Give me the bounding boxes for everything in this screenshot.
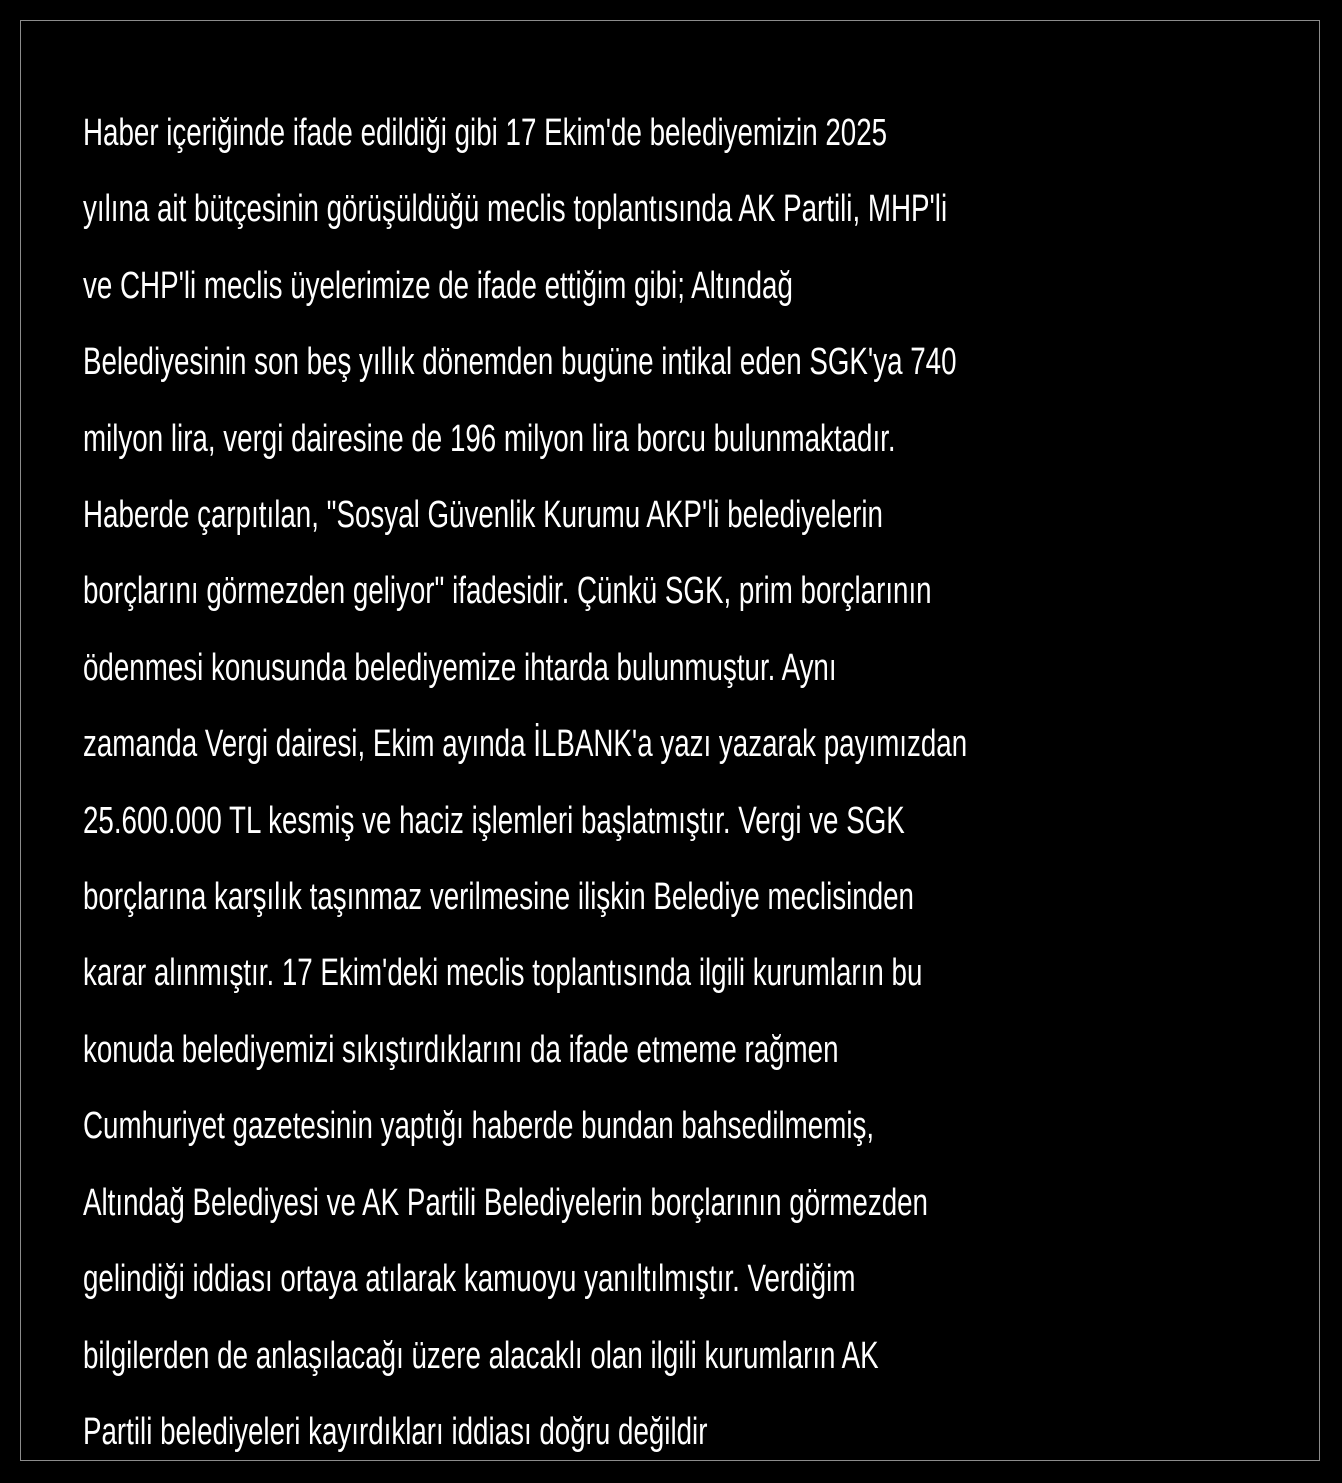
statement-line: borçlarını görmezden geliyor" ifadesidir. Çünkü SGK, prim borçlarının	[83, 570, 932, 613]
statement-line: 25.600.000 TL kesmiş ve haciz işlemleri başlatmıştır. Vergi ve SGK	[83, 799, 905, 842]
statement-line: Cumhuriyet gazetesinin yaptığı haberde bundan bahsedilmemiş,	[83, 1105, 875, 1148]
statement-line: karar alınmıştır. 17 Ekim'deki meclis toplantısında ilgili kurumların bu	[83, 952, 923, 995]
statement-line: Partili belediyeleri kayırdıkları iddiası doğru değildir	[83, 1410, 708, 1453]
statement-line: ve CHP'li meclis üyelerimize de ifade ettiğim gibi; Altındağ	[83, 264, 793, 307]
statement-line: konuda belediyemizi sıkıştırdıklarını da ifade etmeme rağmen	[83, 1028, 839, 1071]
statement-line: Altındağ Belediyesi ve AK Partili Belediyelerin borçlarının görmezden	[83, 1181, 928, 1224]
statement-line: Haber içeriğinde ifade edildiği gibi 17 Ekim'de belediyemizin 2025	[83, 112, 888, 154]
statement-line: Haberde çarpıtılan, "Sosyal Güvenlik Kurumu AKP'li belediyelerin	[83, 494, 883, 537]
statement-line: yılına ait bütçesinin görüşüldüğü meclis toplantısında AK Partili, MHP'li	[83, 188, 948, 231]
statement-line: ödenmesi konusunda belediyemize ihtarda bulunmuştur. Aynı	[83, 646, 837, 689]
quote-frame	[20, 20, 1320, 1461]
statement-line: zamanda Vergi dairesi, Ekim ayında İLBANK'a yazı yazarak payımızdan	[83, 723, 968, 766]
statement-text	[83, 95, 988, 1470]
statement-line: bilgilerden de anlaşılacağı üzere alacaklı olan ilgili kurumların AK	[83, 1334, 879, 1377]
statement-line: milyon lira, vergi dairesine de 196 milyon lira borcu bulunmaktadır.	[83, 417, 896, 460]
statement-line: Belediyesinin son beş yıllık dönemden bugüne intikal eden SGK'ya 740	[83, 341, 957, 384]
statement-line: borçlarına karşılık taşınmaz verilmesine ilişkin Belediye meclisinden	[83, 876, 914, 919]
statement-line: gelindiği iddiası ortaya atılarak kamuoyu yanıltılmıştır. Verdiğim	[83, 1258, 856, 1301]
